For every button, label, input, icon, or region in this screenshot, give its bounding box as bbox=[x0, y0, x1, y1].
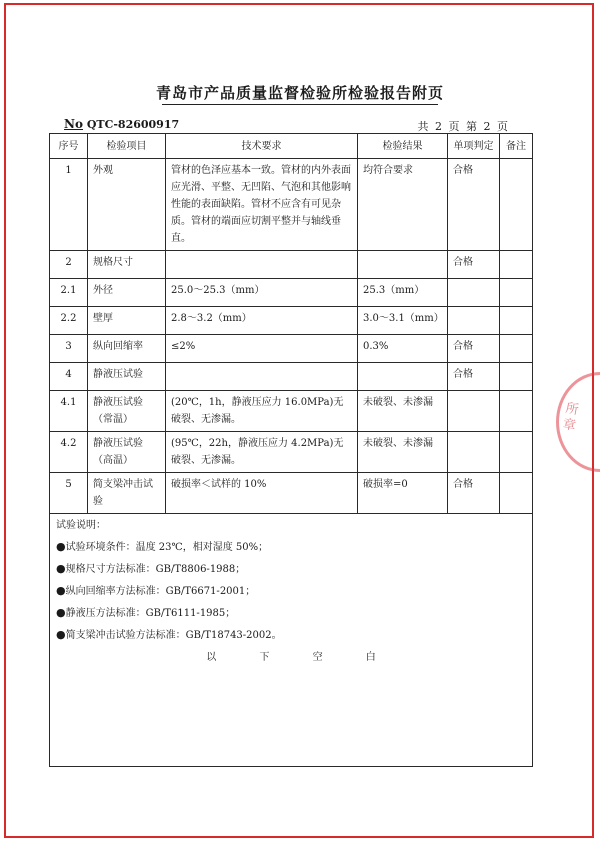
report-number-prefix: No bbox=[64, 117, 83, 131]
table-row bbox=[50, 335, 533, 363]
row-seq: 1 bbox=[50, 159, 88, 251]
header-remark: 备注 bbox=[500, 134, 533, 159]
bullet-icon: ● bbox=[56, 562, 66, 575]
row-item: 简支梁冲击试验 bbox=[88, 473, 166, 514]
row-seq: 4 bbox=[50, 363, 88, 391]
row-requirement bbox=[166, 363, 358, 391]
row-remark bbox=[500, 159, 533, 251]
header-judgement: 单项判定 bbox=[448, 134, 500, 159]
row-item: 外径 bbox=[88, 279, 166, 307]
table-row bbox=[50, 363, 533, 391]
row-judgement bbox=[448, 307, 500, 335]
title-underline bbox=[162, 104, 438, 105]
row-remark bbox=[500, 432, 533, 473]
header-seq: 序号 bbox=[50, 134, 88, 159]
row-judgement: 合格 bbox=[448, 159, 500, 251]
row-result: 3.0～3.1（mm） bbox=[358, 307, 448, 335]
row-result: 未破裂、未渗漏 bbox=[358, 391, 448, 432]
table-row bbox=[50, 432, 533, 473]
note-text: 静液压方法标准：GB/T6111-1985； bbox=[65, 608, 236, 619]
row-requirement: ≤2% bbox=[166, 335, 358, 363]
table-header-row bbox=[50, 134, 533, 159]
row-judgement: 合格 bbox=[448, 251, 500, 279]
note-item bbox=[56, 538, 526, 556]
row-seq: 4.2 bbox=[50, 432, 88, 473]
row-result bbox=[358, 251, 448, 279]
row-seq: 3 bbox=[50, 335, 88, 363]
row-judgement bbox=[448, 279, 500, 307]
table-row bbox=[50, 279, 533, 307]
table-row bbox=[50, 251, 533, 279]
note-text: 规格尺寸方法标准：GB/T8806-1988； bbox=[65, 564, 246, 575]
notes-row bbox=[50, 514, 533, 767]
row-seq: 4.1 bbox=[50, 391, 88, 432]
row-judgement: 合格 bbox=[448, 335, 500, 363]
row-requirement: 管材的色泽应基本一致。管材的内外表面应光滑、平整、无凹陷、气泡和其他影响性能的表面缺陷。管材不应含有可见杂质。管材的端面应切割平整并与轴线垂直。 bbox=[166, 159, 358, 251]
row-remark bbox=[500, 307, 533, 335]
bullet-icon: ● bbox=[56, 540, 66, 553]
row-result bbox=[358, 363, 448, 391]
header-requirement: 技术要求 bbox=[166, 134, 358, 159]
row-remark bbox=[500, 279, 533, 307]
row-remark bbox=[500, 363, 533, 391]
test-notes bbox=[50, 514, 533, 767]
row-seq: 2 bbox=[50, 251, 88, 279]
note-item bbox=[56, 560, 526, 578]
note-text: 简支梁冲击试验方法标准：GB/T18743-2002。 bbox=[65, 630, 282, 641]
row-result: 25.3（mm） bbox=[358, 279, 448, 307]
row-seq: 5 bbox=[50, 473, 88, 514]
note-item bbox=[56, 582, 526, 600]
row-item: 静液压试验（高温） bbox=[88, 432, 166, 473]
note-text: 纵向回缩率方法标准：GB/T6671-2001； bbox=[65, 586, 256, 597]
row-judgement: 合格 bbox=[448, 473, 500, 514]
report-title: 青岛市产品质量监督检验所检验报告附页 bbox=[155, 84, 444, 102]
row-item: 静液压试验（常温） bbox=[88, 391, 166, 432]
table-row bbox=[50, 307, 533, 335]
inspection-table bbox=[49, 133, 533, 767]
row-remark bbox=[500, 335, 533, 363]
page-count: 共 2 页 第 2 页 bbox=[417, 120, 508, 133]
row-requirement: 破损率＜试样的 10% bbox=[166, 473, 358, 514]
header-result: 检验结果 bbox=[358, 134, 448, 159]
report-number bbox=[64, 117, 179, 131]
row-seq: 2.2 bbox=[50, 307, 88, 335]
row-item: 规格尺寸 bbox=[88, 251, 166, 279]
bullet-icon: ● bbox=[56, 628, 66, 641]
row-requirement: (20℃，1h，静液压应力 16.0MPa)无破裂、无渗漏。 bbox=[166, 391, 358, 432]
table-row bbox=[50, 159, 533, 251]
row-item: 壁厚 bbox=[88, 307, 166, 335]
row-result: 均符合要求 bbox=[358, 159, 448, 251]
row-result: 未破裂、未渗漏 bbox=[358, 432, 448, 473]
row-result: 破损率=0 bbox=[358, 473, 448, 514]
bullet-icon: ● bbox=[56, 584, 66, 597]
note-text: 试验环境条件：温度 23℃，相对湿度 50%； bbox=[65, 542, 269, 553]
notes-label: 试验说明： bbox=[56, 520, 106, 531]
row-requirement: 25.0～25.3（mm） bbox=[166, 279, 358, 307]
note-item bbox=[56, 604, 526, 622]
header-item: 检验项目 bbox=[88, 134, 166, 159]
row-remark bbox=[500, 473, 533, 514]
table-row bbox=[50, 391, 533, 432]
report-number-value: QTC-82600917 bbox=[86, 118, 180, 131]
row-requirement: 2.8～3.2（mm） bbox=[166, 307, 358, 335]
bullet-icon: ● bbox=[56, 606, 66, 619]
row-item: 外观 bbox=[88, 159, 166, 251]
row-requirement bbox=[166, 251, 358, 279]
row-item: 纵向回缩率 bbox=[88, 335, 166, 363]
row-item: 静液压试验 bbox=[88, 363, 166, 391]
official-seal-stamp bbox=[550, 372, 600, 472]
seal-text: 所 章 bbox=[561, 401, 580, 434]
row-remark bbox=[500, 391, 533, 432]
note-item bbox=[56, 626, 526, 644]
row-remark bbox=[500, 251, 533, 279]
table-row bbox=[50, 473, 533, 514]
row-judgement: 合格 bbox=[448, 363, 500, 391]
row-result: 0.3% bbox=[358, 335, 448, 363]
row-judgement bbox=[448, 391, 500, 432]
row-requirement: (95℃，22h，静液压应力 4.2MPa)无破裂、无渗漏。 bbox=[166, 432, 358, 473]
row-seq: 2.1 bbox=[50, 279, 88, 307]
blank-below-marker: 以 下 空 白 bbox=[206, 652, 376, 663]
row-judgement bbox=[448, 432, 500, 473]
